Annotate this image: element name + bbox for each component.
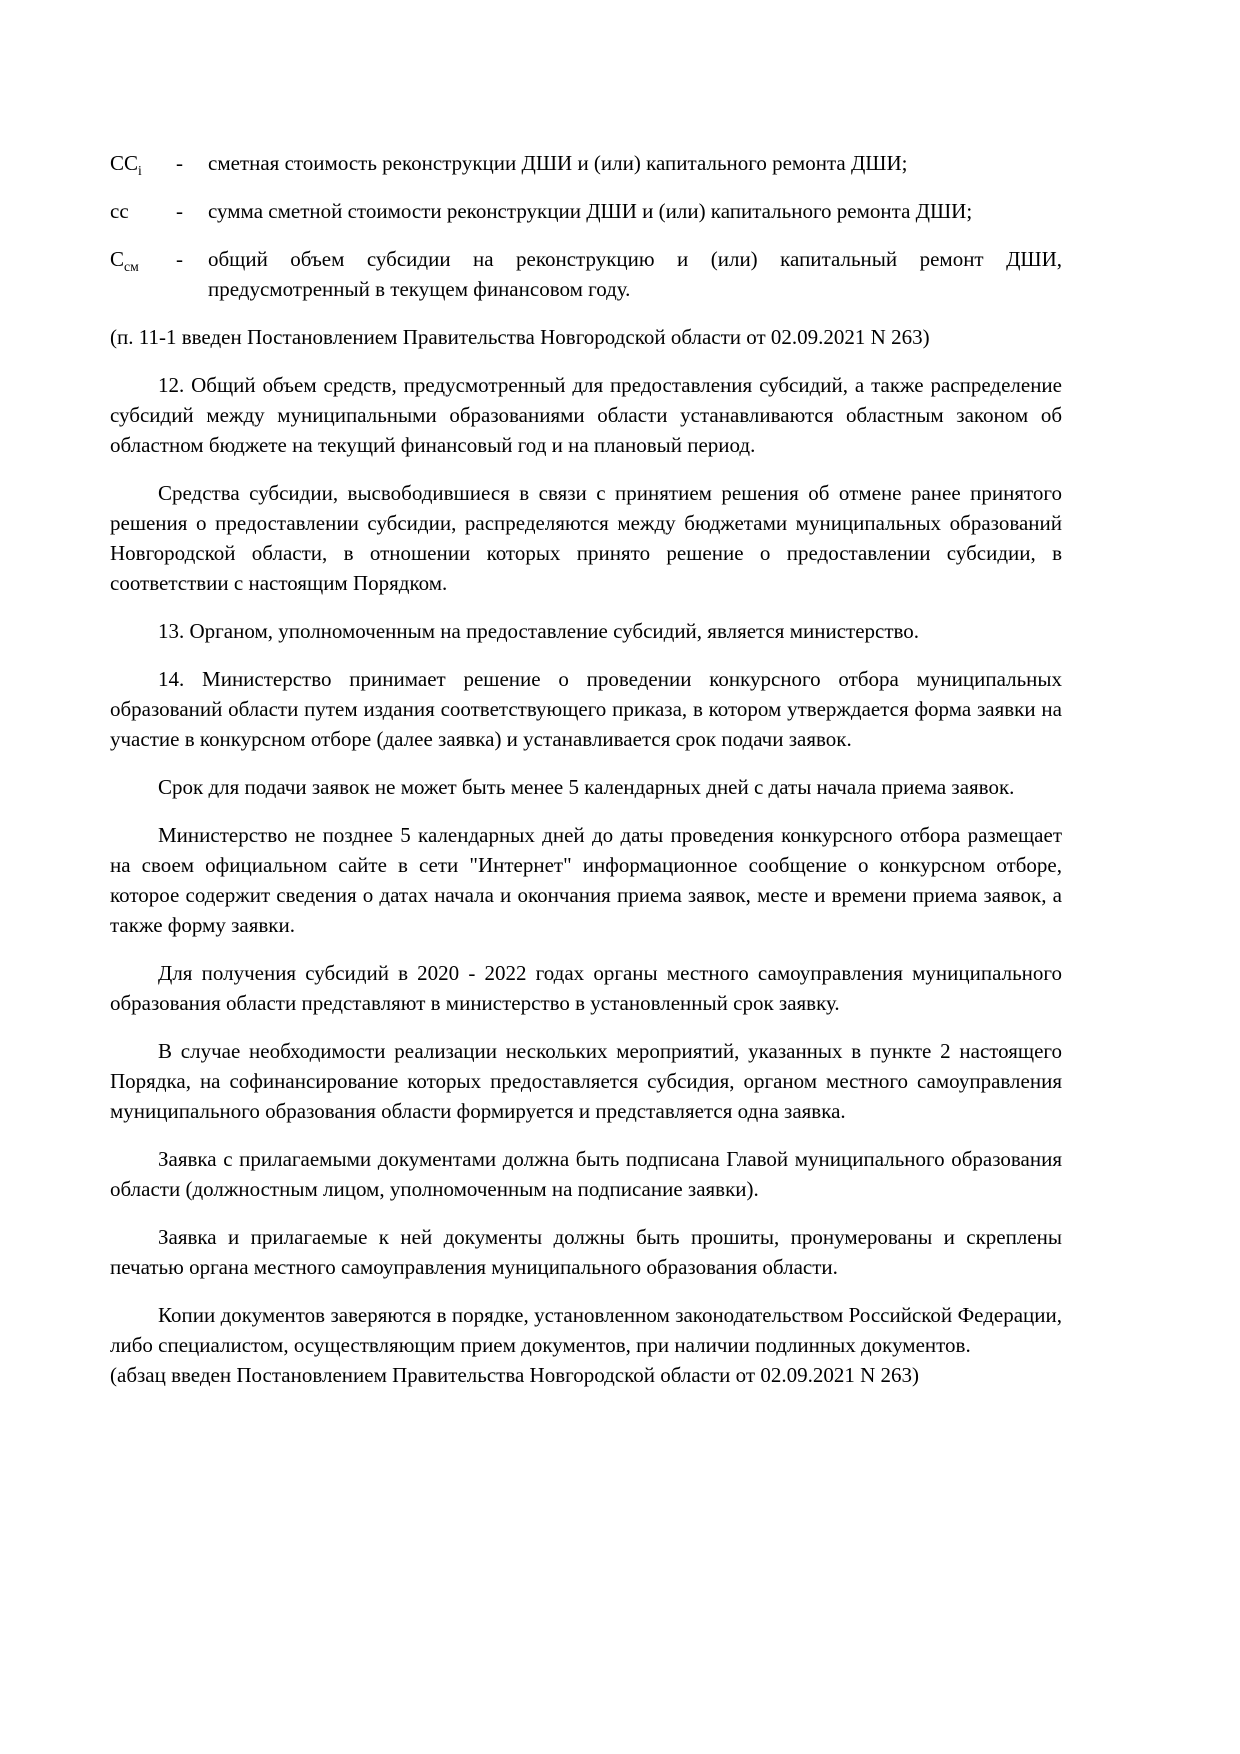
definition-text: сметная стоимость реконструкции ДШИ и (или) капитального ремонта ДШИ; (208, 151, 908, 175)
paragraph-application-binding: Заявка и прилагаемые к ней документы должны быть прошиты, пронумерованы и скреплены печатью органа местного самоуправления муниципального образования области. (110, 1225, 1062, 1279)
definition-row-csm (110, 244, 1062, 304)
definition-dash: - (176, 151, 183, 175)
paragraph-12: 12. Общий объем средств, предусмотренный для предоставления субсидий, а также распределение субсидий между муниципальными образованиями области устанавливаются областным законом об областном бюджете на текущий финансовый год и на плановый период. (110, 373, 1062, 457)
term-subscript: см (124, 259, 139, 275)
paragraph-application-signature: Заявка с прилагаемыми документами должна быть подписана Главой муниципального образования области (должностным лицом, уполномоченным на подписание заявки). (110, 1147, 1062, 1201)
definition-dash: - (176, 247, 183, 271)
paragraph-multiple-measures: В случае необходимости реализации нескольких мероприятий, указанных в пункте 2 настоящего Порядка, на софинансирование которых предоставляется субсидия, органом местного самоуправления муниципального образования области формируется и представляется одна заявка. (110, 1039, 1062, 1123)
paragraph-ministry-announcement: Министерство не позднее 5 календарных дней до даты проведения конкурсного отбора размещает на своем официальном сайте в сети "Интернет" информационное сообщение о конкурсном отборе, которое содержит сведения о датах начала и окончания приема заявок, месте и времени приема заявок, а также форму заявки. (110, 823, 1062, 937)
definition-term (110, 244, 176, 304)
amendment-note-abzats: (абзац введен Постановлением Правительства Новгородской области от 02.09.2021 N 263) (110, 1363, 919, 1387)
paragraph-application-deadline: Срок для подачи заявок не может быть менее 5 календарных дней с даты начала приема заявок. (158, 775, 1015, 799)
paragraph-document-copies: Копии документов заверяются в порядке, установленном законодательством Российской Федерации, либо специалистом, осуществляющим прием документов, при наличии подлинных документов. (110, 1303, 1062, 1357)
paragraph-12-subsidy-funds: Средства субсидии, высвободившиеся в связи с принятием решения об отмене ранее принятого решения о предоставлении субсидии, распределяются между бюджетами муниципальных образований Новгородской области, в отношении которых принято решение о предоставлении субсидии, в соответствии с настоящим Порядком. (110, 481, 1062, 595)
term-base: сс (110, 199, 129, 223)
definition-text: сумма сметной стоимости реконструкции ДШИ и (или) капитального ремонта ДШИ; (208, 199, 973, 223)
definition-row-cc (110, 196, 1062, 226)
term-subscript: i (138, 163, 142, 179)
definition-term (110, 148, 176, 178)
definition-dash: - (176, 199, 183, 223)
definition-text: общий объем субсидии на реконструкцию и (или) капитальный ремонт ДШИ, предусмотренный в текущем финансовом году. (208, 247, 1062, 301)
term-base: СС (110, 151, 139, 175)
definitions-section (110, 148, 1062, 304)
paragraph-subsidies-2020-2022: Для получения субсидий в 2020 - 2022 годах органы местного самоуправления муниципального образования области представляют в министерство в установленный срок заявку. (110, 961, 1062, 1015)
amendment-note-p11-1: (п. 11-1 введен Постановлением Правительства Новгородской области от 02.09.2021 N 263) (110, 325, 930, 349)
term-base: С (110, 247, 125, 271)
definition-row-cci (110, 148, 1062, 178)
paragraph-13: 13. Органом, уполномоченным на предоставление субсидий, является министерство. (158, 619, 920, 643)
definition-term (110, 196, 176, 226)
paragraph-14: 14. Министерство принимает решение о проведении конкурсного отбора муниципальных образований области путем издания соответствующего приказа, в котором утверждается форма заявки на участие в конкурсном отборе (далее заявка) и устанавливается срок подачи заявок. (110, 667, 1062, 751)
